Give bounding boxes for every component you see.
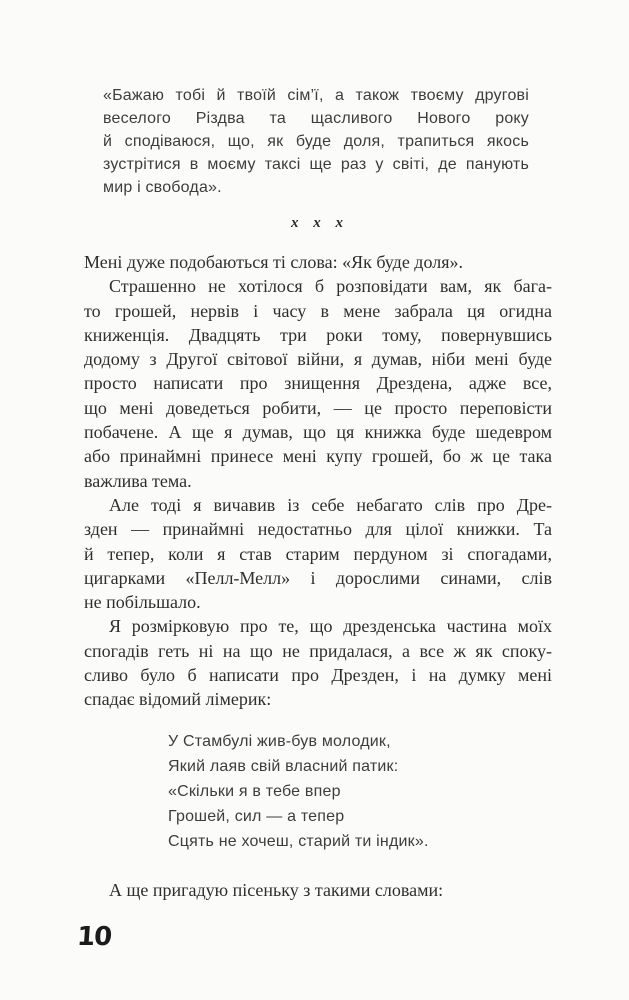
text-line: сливо було б написати про Дрезден, і на думку мені [84,665,552,686]
text-line: Я розмірковую про те, що дрезденська частина моїх [109,616,552,637]
text-line: важлива тема. [84,470,192,491]
text-line: або принаймні принесе мені купу грошей, бо ж це така [84,446,552,467]
text-line: Але тоді я вичавив із себе небагато слів про Дре- [109,494,552,515]
text-line: веселого Різдва та щасливого Нового року [103,110,529,127]
text-line: цигарками «Пелл-Мелл» і дорослими синами, слів [84,567,552,588]
paragraph [84,250,552,274]
text-line: й сподіваюся, що, як буде доля, трапиться якось [103,133,529,150]
text-line: Мені дуже подобаються ті слова: «Як буде доля». [84,252,463,272]
text-line: що мені доведеться робити, — це просто переповісти [84,397,552,418]
text-line: А ще пригадую пісеньку з такими словами: [109,880,444,900]
opening-quote [103,84,529,199]
text-line: Страшенно не хотілося б розповідати вам, як бага- [109,276,552,297]
text-line: побачене. А ще я думав, що ця книжка буде шедевром [84,422,552,443]
text-line: Який лаяв свій власний патик: [168,758,399,775]
paragraph [84,274,552,493]
paragraph [84,614,552,711]
closing-paragraph [84,878,552,902]
text-line: додому з Другої світової війни, я думав, ніби мені буде [84,349,552,370]
body-text [84,250,552,712]
text-line: Сцять не хочеш, старий ти індик». [168,833,429,850]
text-line: зустрітися в моєму таксі ще раз у світі, де панують [103,156,529,173]
text-line: просто написати про знищення Дрездена, адже все, [84,373,552,394]
text-line: мир і свобода». [103,179,222,196]
paragraph [84,493,552,614]
text-line: У Стамбулі жив-був молодик, [168,733,391,750]
text-line: спогадів геть ні на що не придалася, а все ж як споку- [84,640,552,661]
text-line: «Скільки я в тебе впер [168,783,341,800]
section-separator: x x x [291,215,345,231]
text-line: спадає відомий лімерик: [84,689,272,710]
text-line: «Бажаю тобі й твоїй сім’ї, а також твоєму другові [103,87,529,104]
text-line: зден — принаймні недостатньо для цілої книжки. Та [84,519,552,540]
text-line: Грошей, сил — а тепер [168,808,345,825]
text-line: не побільшало. [84,592,201,613]
text-line: й тепер, коли я став старим пердуном зі спогадами, [84,543,552,564]
page-number: 10 [75,922,113,952]
text-line: то грошей, нервів і часу в мене забрала ця огидна [84,300,552,321]
limerick [168,729,498,854]
text-line: книженція. Двадцять три роки тому, повернувшись [84,324,552,345]
